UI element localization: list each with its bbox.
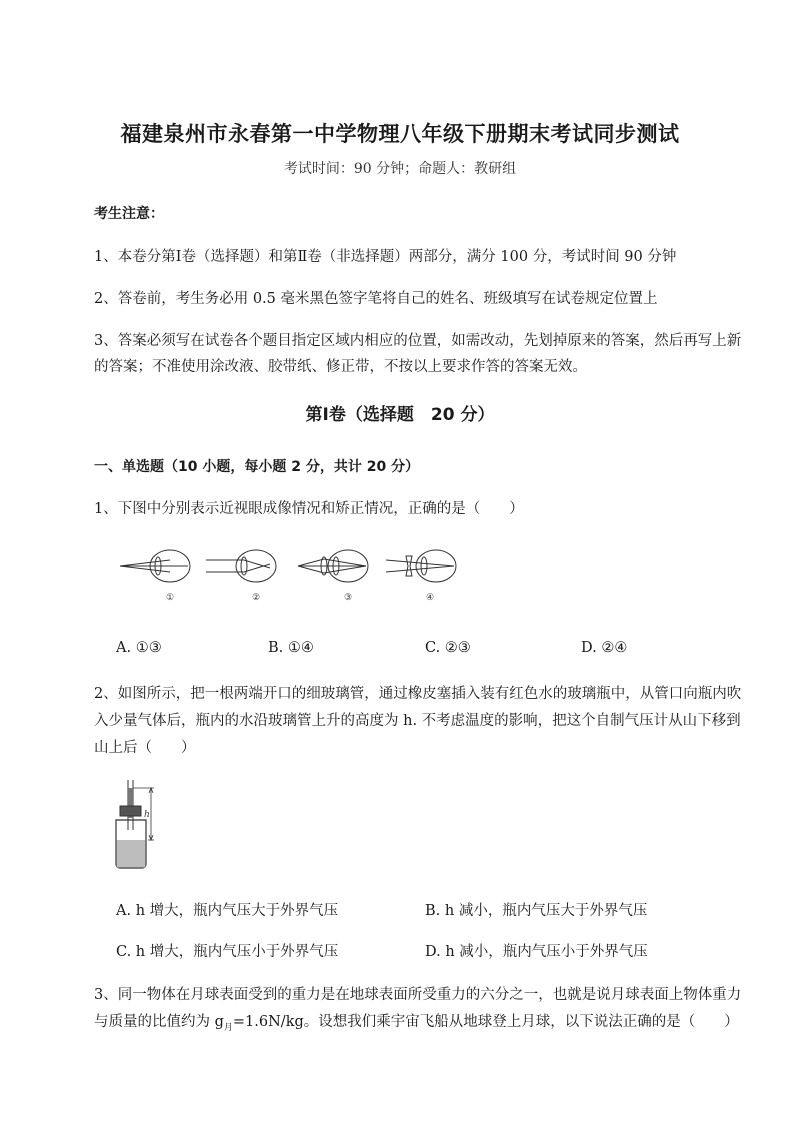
notice-item-3-cont: 的答案；不准使用涂改液、胶带纸、修正带，不按以上要求作答的答案无效。: [94, 359, 587, 375]
eye-diagram-2: [204, 548, 284, 604]
question-3-line-1: 3、同一物体在月球表面受到的重力是在地球表面所受重力的六分之一，也就是说月球表面上物体重力: [94, 987, 742, 1003]
question-3-line-2-pre: 与质量的比值约为 g: [94, 1014, 224, 1030]
notice-item-3: 3、答案必须写在试卷各个题目指定区域内相应的位置，如需改动，先划掉原来的答案，然后再写上新: [94, 333, 742, 349]
page-subtitle: 考试时间：90 分钟；命题人：教研组: [283, 161, 517, 177]
eye-diagram-1-label: ①: [165, 593, 175, 603]
q1-option-a: A. ①③: [116, 640, 162, 656]
notice-heading: 考生注意：: [94, 206, 164, 222]
page-title: 福建泉州市永春第一中学物理八年级下册期末考试同步测试: [120, 122, 680, 146]
question-1-stem: 1、下图中分别表示近视眼成像情况和矫正情况，正确的是（ ）: [94, 501, 524, 517]
q2-option-d: D. h 减小，瓶内气压小于外界气压: [425, 944, 648, 960]
q1-option-d: D. ②④: [581, 640, 628, 656]
question-3-line-2: [94, 1010, 739, 1033]
question-2-line-3: 山上后（ ）: [94, 740, 196, 756]
question-2-line-1: 2、如图所示，把一根两端开口的细玻璃管，通过橡皮塞插入装有红色水的玻璃瓶中，从管口向瓶内吹: [94, 686, 742, 702]
question-2-line-2: 入少量气体后，瓶内的水沿玻璃管上升的高度为 h. 不考虑温度的影响，把这个自制气压计从山下移到: [94, 713, 741, 729]
eye-diagram-1: [118, 548, 198, 604]
q2-option-b: B. h 减小，瓶内气压大于外界气压: [425, 903, 648, 919]
q2-option-a: A. h 增大，瓶内气压大于外界气压: [116, 903, 339, 919]
question-3-subscript: 月: [223, 1022, 233, 1033]
eye-diagram-3: [296, 548, 376, 604]
eye-diagram-4-label: ④: [425, 593, 435, 603]
barometer-diagram: [104, 780, 164, 870]
part-heading: 一、单选题（10 小题，每小题 2 分，共计 20 分）: [94, 459, 420, 475]
question-3-line-2-post: =1.6N/kg。设想我们乘宇宙飞船从地球登上月球，以下说法正确的是（ ）: [232, 1014, 739, 1030]
q2-option-c: C. h 增大，瓶内气压小于外界气压: [116, 944, 339, 960]
notice-item-2: 2、答卷前，考生务必用 0.5 毫米黑色签字笔将自己的姓名、班级填写在试卷规定位置上: [94, 291, 658, 307]
notice-item-1: 1、本卷分第Ⅰ卷（选择题）和第Ⅱ卷（非选择题）两部分，满分 100 分，考试时间 90 分钟: [94, 249, 677, 265]
eye-diagram-3-label: ③: [343, 593, 353, 603]
q1-option-b: B. ①④: [268, 640, 314, 656]
eye-diagram-2-label: ②: [251, 593, 261, 603]
barometer-h-label: h: [144, 810, 150, 820]
eye-diagram-4: [384, 548, 464, 604]
section-title: 第Ⅰ卷（选择题 20 分）: [305, 405, 495, 425]
q1-option-c: C. ②③: [425, 640, 471, 656]
